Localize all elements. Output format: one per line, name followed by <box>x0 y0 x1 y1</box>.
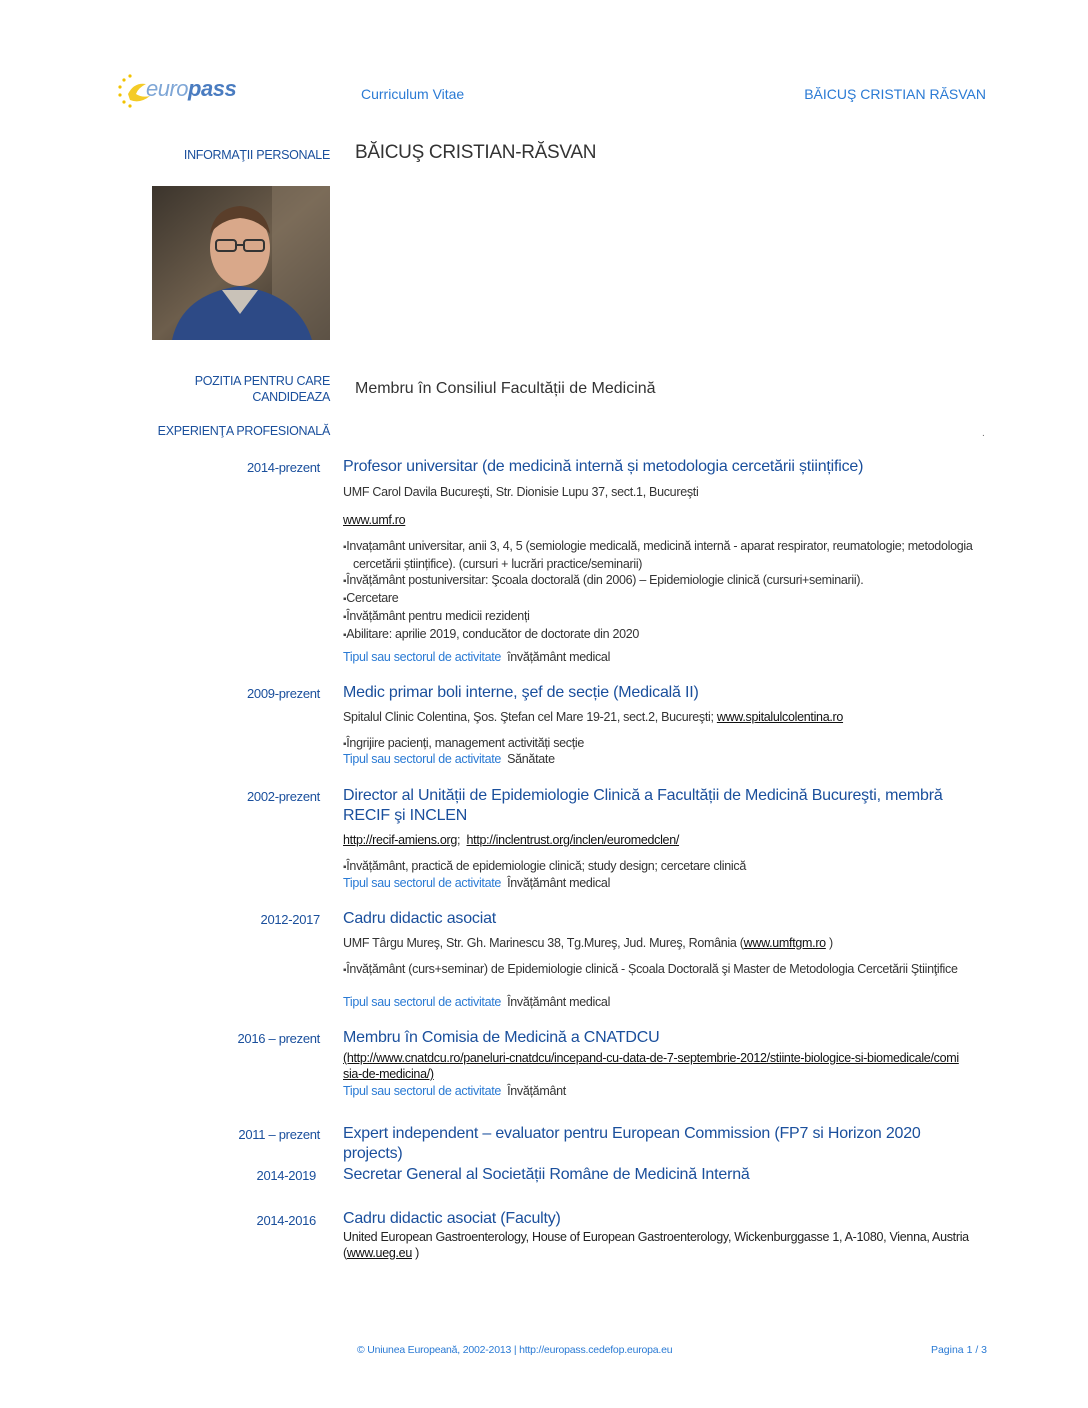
experience-title: Secretar General al Societății Române de Medicină Internă <box>343 1166 750 1183</box>
employer-link[interactable]: www.umf.ro <box>343 513 406 527</box>
header-name: BĂICUŞ CRISTIAN RĂSVAN <box>804 86 986 102</box>
page-number: Pagina 1 / 3 <box>930 1344 987 1356</box>
experience-title: Membru în Comisia de Medicină a CNATDCU <box>343 1029 660 1046</box>
sector-row <box>343 876 610 890</box>
experience-date: 2002-prezent <box>246 789 320 804</box>
position-label-line2: CANDIDEAZA <box>252 390 330 404</box>
logo-text-pass: pass <box>188 76 237 101</box>
portrait-image <box>152 186 330 340</box>
employer-link[interactable]: www.umftgm.ro <box>743 936 826 950</box>
bullet-item: ▪ Învățământ (curs+seminar) de Epidemiologie clinică - Școala Doctorală şi Master de Metodologia Cercetării Ştiinţifice <box>343 961 993 979</box>
sector-value: Învățământ <box>507 1084 566 1098</box>
bullet-item: ▪ Învățământ pentru medicii rezidenți <box>343 608 993 626</box>
experience-date: 2011 – prezent <box>238 1127 320 1142</box>
experience-label: EXPERIENŢA PROFESIONALĂ <box>157 424 330 438</box>
experience-employer: United European Gastroenterology, House of European Gastroenterology, Wickenburggasse 1, A-1080, Vienna, Austria ( <box>343 1230 969 1260</box>
experience-date: 2014-prezent <box>246 460 320 475</box>
recif-link[interactable]: http://recif-amiens.org <box>343 833 457 847</box>
cv-label: Curriculum Vitae <box>361 86 465 102</box>
profile-photo <box>152 186 330 340</box>
europass-logo <box>116 68 266 112</box>
personal-info-label: INFORMAŢII PERSONALE <box>183 148 330 162</box>
employer-end: ) <box>825 936 833 950</box>
experience-employer: UMF Carol Davila Bucureşti, Str. Dionisie Lupu 37, sect.1, Bucureşti <box>343 485 699 499</box>
experience-title: Expert independent – evaluator pentru European Commission (FP7 si Horizon 2020 projects) <box>343 1125 921 1162</box>
separator-dot: . <box>982 428 985 439</box>
sector-value: învățământ medical <box>507 650 611 664</box>
sector-key: Tipul sau sectorul de activitate <box>343 1084 502 1098</box>
position-label-line1: POZITIA PENTRU CARE <box>194 374 330 388</box>
footer-copyright: © Uniunea Europeană, 2002-2013 | http://europass.cedefop.europa.eu <box>357 1344 673 1356</box>
full-name: BĂICUŞ CRISTIAN-RĂSVAN <box>355 142 597 163</box>
sector-key: Tipul sau sectorul de activitate <box>343 995 502 1009</box>
experience-employer: UMF Târgu Mureş, Str. Gh. Marinescu 38, Tg.Mureş, Jud. Mureş, România ( <box>343 936 744 950</box>
bullet-item: ▪ Abilitare: aprilie 2019, conducător de doctorate din 2020 <box>343 626 993 644</box>
bullet-item: ▪ Învățământ postuniversitar: Şcoala doctorală (din 2006) – Epidemiologie clinică (cursuri+seminarii). <box>343 572 993 590</box>
inclen-link[interactable]: http://inclentrust.org/inclen/euromedclen/ <box>466 833 680 847</box>
sector-row <box>343 752 555 766</box>
sector-row <box>343 995 610 1009</box>
position-value: Membru în Consiliul Facultății de Medicină <box>355 380 656 397</box>
experience-date: 2016 – prezent <box>237 1031 320 1046</box>
sector-value: Învățământ medical <box>507 876 611 890</box>
logo-text-euro: euro <box>146 76 189 101</box>
sector-key: Tipul sau sectorul de activitate <box>343 752 502 766</box>
employer-link[interactable]: www.spitalulcolentina.ro <box>716 710 844 724</box>
bullet-item: ▪ Îngrijire pacienți, management activități secție <box>343 735 993 753</box>
bullet-item: ▪ Învățământ, practică de epidemiologie clinică; study design; cercetare clinică <box>343 858 993 876</box>
employer-link[interactable]: www.ueg.eu <box>346 1246 412 1260</box>
experience-title: Medic primar boli interne, şef de secție (Medicală II) <box>343 684 699 701</box>
sector-row <box>343 650 610 664</box>
experience-employer: Spitalul Clinic Colentina, Şos. Ştefan cel Mare 19-21, sect.2, Bucureşti; <box>343 710 714 724</box>
experience-date: 2009-prezent <box>246 686 320 701</box>
experience-title: Cadru didactic asociat (Faculty) <box>343 1210 561 1227</box>
experience-bullets <box>343 538 993 644</box>
experience-date: 2014-2016 <box>256 1213 316 1228</box>
sector-key: Tipul sau sectorul de activitate <box>343 876 502 890</box>
bullet-item: ▪ Cercetare <box>343 590 993 608</box>
experience-title: Director al Unității de Epidemiologie Clinică a Facultății de Medicină Bucureşti, membră RECIF şi INCLEN <box>343 787 943 824</box>
sector-value: Sănătate <box>507 752 555 766</box>
experience-date: 2014-2019 <box>256 1168 316 1183</box>
experience-date: 2012-2017 <box>260 912 320 927</box>
cnatdcu-link[interactable]: (http://www.cnatdcu.ro/paneluri-cnatdcu/incepand-cu-data-de-7-septembrie-2012/stiinte-biologice-si-biomedicale/comisia-de-medicina/) <box>343 1051 959 1081</box>
experience-title: Profesor universitar (de medicină internă și metodologia cercetării științifice) <box>343 458 864 475</box>
sector-row <box>343 1084 566 1098</box>
bullet-item: ▪ Invațamânt universitar, anii 3, 4, 5 (semiologie medicală, medicină internă - aparat respirator, reumatologie; metodologia cercetării științifice). (cursuri + lucrări practice/seminarii) <box>343 538 993 572</box>
experience-title: Cadru didactic asociat <box>343 910 497 927</box>
sector-value: Învățământ medical <box>507 995 611 1009</box>
employer-end: ) <box>411 1246 420 1260</box>
sector-key: Tipul sau sectorul de activitate <box>343 650 502 664</box>
